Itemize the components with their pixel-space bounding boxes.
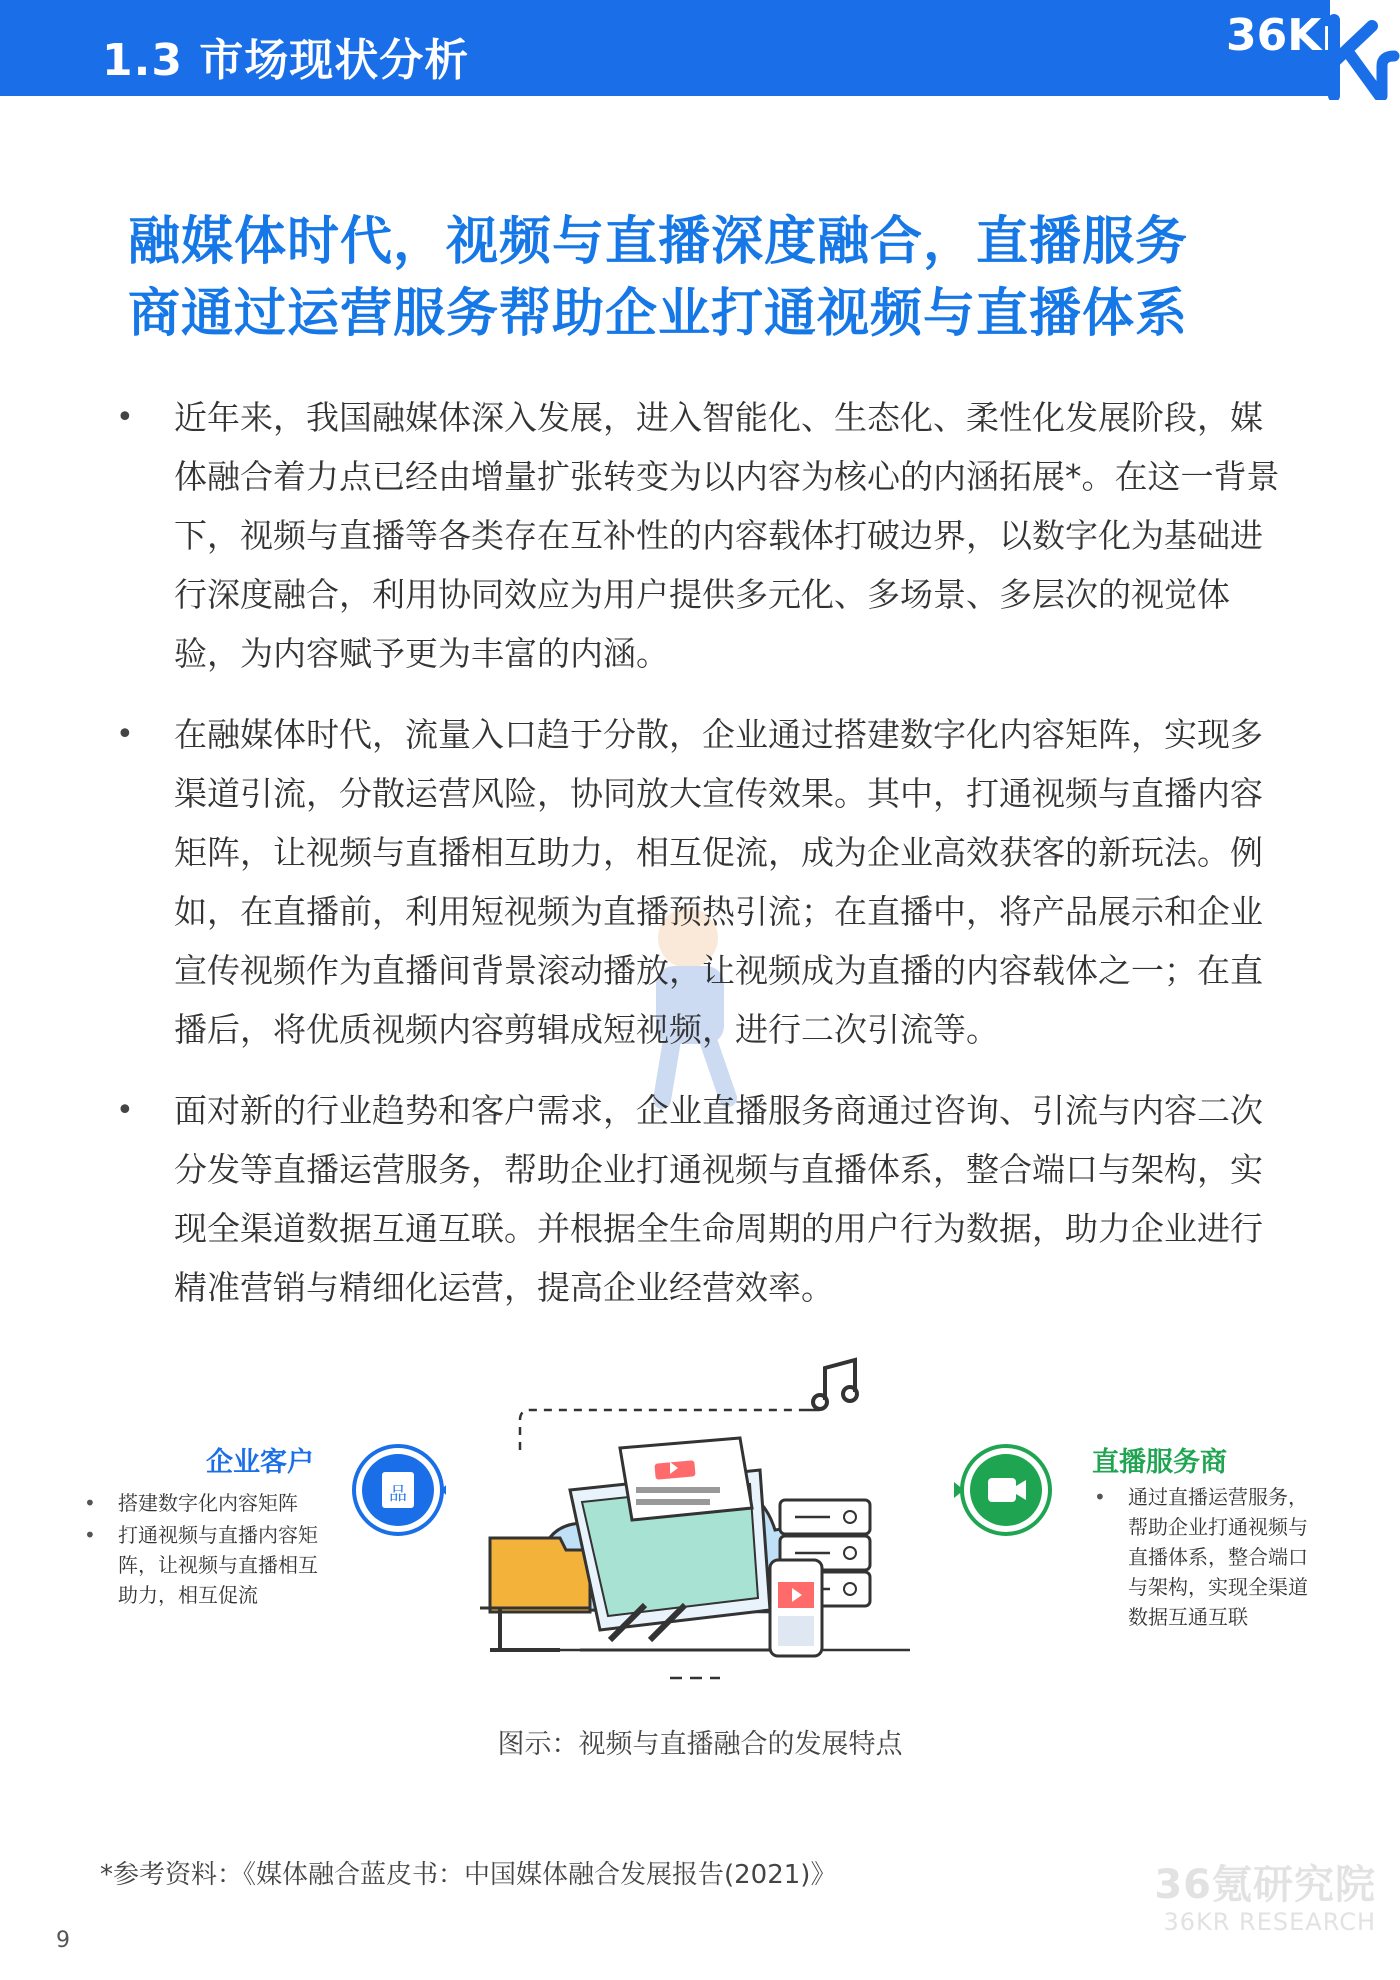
headline-line-2: 商通过运营服务帮助企业打通视频与直播体系 [128, 284, 1189, 344]
live-stream-icon [950, 1442, 1060, 1538]
bullet-text: 面对新的行业趋势和客户需求，企业直播服务商通过咨询、引流与内容二次分发等直播运营服务，帮助企业打通视频与直播体系，整合端口与架构，实现全渠道数据互通互联。并根据全生命周期的用户行为数据，助力企业进行精准营销与精细化运营，提高企业经营效率。 [174, 1091, 1263, 1307]
enterprise-icon [350, 1442, 446, 1538]
list-item [116, 705, 1281, 1059]
left-title: 企业客户 [206, 1447, 314, 1478]
headline-line-1: 融媒体时代，视频与直播深度融合，直播服务 [128, 212, 1189, 272]
list-item [116, 388, 1281, 683]
music-note-icon [813, 1360, 857, 1409]
list-item [84, 1488, 334, 1518]
right-item-text: 通过直播运营服务，帮助企业打通视频与直播体系，整合端口与架构，实现全渠道数据互通互联 [1128, 1485, 1308, 1629]
figure-caption: 图示：视频与直播融合的发展特点 [497, 1729, 903, 1760]
bullet-text: 近年来，我国融媒体深入发展，进入智能化、生态化、柔性化发展阶段，媒体融合着力点已经由增量扩张转变为以内容为核心的内涵拓展*。在这一背景下，视频与直播等各类存在互补性的内容载体打破边界，以数字化为基础进行深度融合，利用协同效应为用户提供多元化、多场景、多层次的视觉体验，为内容赋予更为丰富的内涵。 [174, 398, 1280, 673]
right-list [1094, 1482, 1320, 1634]
brand-watermark [1116, 1862, 1376, 1936]
page-number: 9 [56, 1928, 70, 1953]
list-item [1094, 1482, 1320, 1632]
bullet-dot: • [84, 1491, 96, 1515]
left-item-text: 搭建数字化内容矩阵 [118, 1491, 298, 1515]
diagram [0, 1330, 1400, 1710]
bullet-dot: • [84, 1523, 96, 1547]
bullet-list [116, 388, 1281, 1339]
bullet-dot: • [116, 1093, 134, 1128]
phone-video-icon [770, 1560, 822, 1656]
right-title: 直播服务商 [1092, 1447, 1227, 1478]
bullet-dot: • [116, 717, 134, 752]
bullet-text: 在融媒体时代，流量入口趋于分散，企业通过搭建数字化内容矩阵，实现多渠道引流，分散运营风险，协同放大宣传效果。其中，打通视频与直播内容矩阵，让视频与直播相互助力，相互促流，成为企业高效获客的新玩法。例如，在直播前，利用短视频为直播预热引流；在直播中，将产品展示和企业宣传视频作为直播间背景滚动播放，让视频成为直播的内容载体之一；在直播后，将优质视频内容剪辑成短视频，进行二次引流等。 [174, 715, 1263, 1049]
section-title: 1.3 市场现状分析 [102, 35, 470, 86]
left-list [84, 1488, 334, 1612]
enterprise-icon-glyph: 品 [389, 1484, 407, 1505]
video-card-icon [620, 1438, 752, 1520]
list-item [84, 1520, 334, 1610]
brand-cn: 36氪研究院 [1154, 1862, 1376, 1908]
illustration-cloud-devices [470, 1350, 950, 1690]
brand-en: 36KR RESEARCH [1163, 1908, 1376, 1936]
logo-text: 36Kr [1226, 10, 1344, 61]
headline [128, 206, 1278, 350]
reference-note: *参考资料：《媒体融合蓝皮书：中国媒体融合发展报告(2021)》 [100, 1860, 837, 1890]
bullet-dot: • [1094, 1485, 1106, 1509]
list-item [116, 1081, 1281, 1317]
bullet-dot: • [116, 400, 134, 435]
left-item-text: 打通视频与直播内容矩阵，让视频与直播相互助力，相互促流 [118, 1523, 318, 1607]
36kr-logo [1222, 0, 1400, 100]
